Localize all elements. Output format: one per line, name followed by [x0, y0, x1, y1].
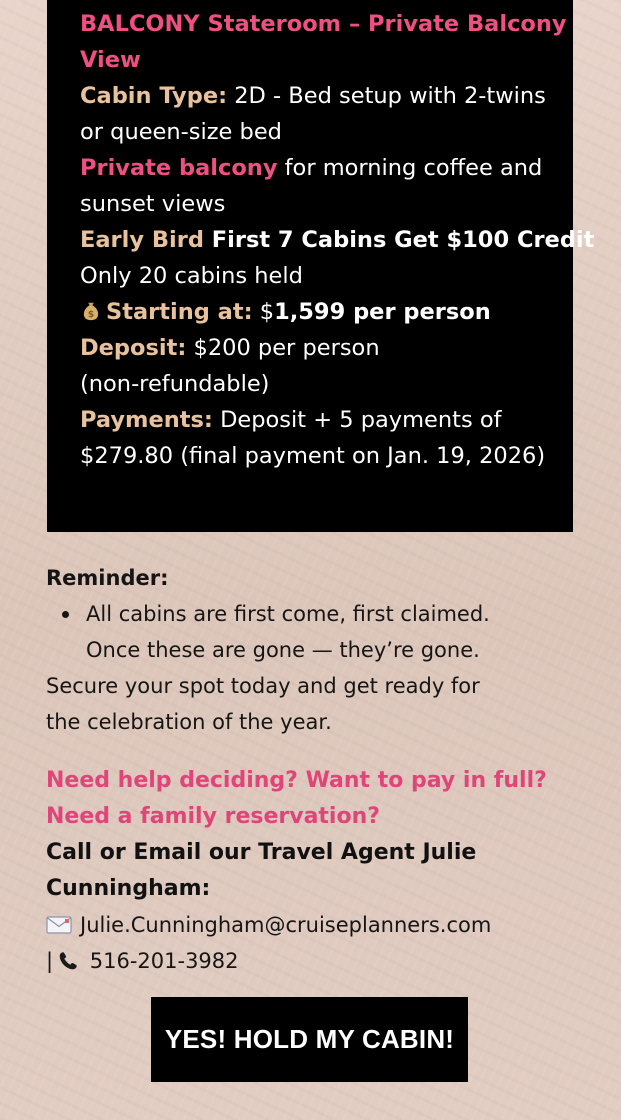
cabin-type-line	[80, 78, 553, 114]
reminder-section	[46, 560, 606, 740]
payments-line	[80, 402, 553, 438]
stateroom-title-line1	[80, 6, 567, 42]
balcony-line-cont	[80, 186, 553, 222]
starting-price-line	[80, 294, 553, 330]
payments-label: Payments:	[80, 407, 213, 433]
help-section	[46, 763, 606, 979]
balcony-line	[80, 150, 553, 186]
hold-my-cabin-button[interactable]: YES! HOLD MY CABIN!	[151, 997, 468, 1082]
agent-phone-link[interactable]: 516-201-3982	[83, 949, 239, 973]
reminder-celebration-text: the celebration of the year.	[46, 710, 332, 734]
balcony-text-cont: sunset views	[80, 191, 226, 217]
cabin-type-value-cont: or queen-size bed	[80, 119, 282, 145]
payments-value-cont: $279.80 (final payment on Jan. 19, 2026)	[80, 443, 546, 469]
payments-line-cont	[80, 438, 553, 474]
phone-icon	[57, 950, 79, 972]
early-bird-line	[80, 222, 595, 258]
stateroom-title-cont: View	[80, 47, 141, 73]
reminder-bullet-cont: Once these are gone — they’re gone.	[86, 638, 480, 662]
deposit-note-line	[80, 366, 553, 402]
reminder-bullet	[46, 596, 606, 632]
help-question-line2: Need a family reservation?	[46, 804, 381, 829]
starting-dollar: $	[252, 299, 275, 325]
payments-value: Deposit + 5 payments of	[212, 407, 502, 433]
stateroom-title-line2	[80, 42, 553, 78]
money-bag-icon	[80, 294, 106, 330]
cabin-type-value: 2D - Bed setup with 2-twins	[227, 83, 546, 109]
agent-line1: Call or Email our Travel Agent Julie	[46, 840, 477, 865]
early-bird-text: First 7 Cabins Get $100 Credit	[203, 227, 595, 253]
starting-label: Starting at:	[106, 299, 253, 325]
envelope-icon	[46, 916, 72, 934]
contact-separator: |	[46, 949, 54, 973]
cabins-held-line	[80, 258, 553, 294]
cabin-type-label: Cabin Type:	[80, 83, 228, 109]
deposit-line	[80, 330, 553, 366]
phone-line	[46, 943, 606, 979]
bullet-icon	[62, 611, 69, 618]
reminder-title: Reminder:	[46, 566, 169, 590]
balcony-label: Private balcony	[80, 155, 278, 181]
agent-email-link[interactable]: Julie.Cunningham@cruiseplanners.com	[80, 913, 492, 937]
reminder-bullet-text: All cabins are first come, first claimed.	[86, 602, 490, 626]
early-bird-label: Early Bird	[80, 227, 204, 253]
cabin-type-line-cont	[80, 114, 553, 150]
deposit-value: $200 per person	[186, 335, 380, 361]
stateroom-title: BALCONY Stateroom – Private Balcony	[80, 11, 567, 37]
reminder-secure-text: Secure your spot today and get ready for	[46, 674, 480, 698]
deposit-label: Deposit:	[80, 335, 187, 361]
stateroom-details-panel	[47, 0, 595, 532]
help-question-line1: Need help deciding? Want to pay in full?	[46, 768, 547, 793]
balcony-text: for morning coffee and	[277, 155, 543, 181]
starting-price: 1,599 per person	[274, 299, 491, 325]
email-line	[46, 907, 606, 943]
svg-text:$: $	[87, 308, 95, 320]
agent-line2: Cunningham:	[46, 876, 211, 901]
deposit-note: (non-refundable)	[80, 371, 270, 397]
cabins-held-text: Only 20 cabins held	[80, 263, 303, 289]
